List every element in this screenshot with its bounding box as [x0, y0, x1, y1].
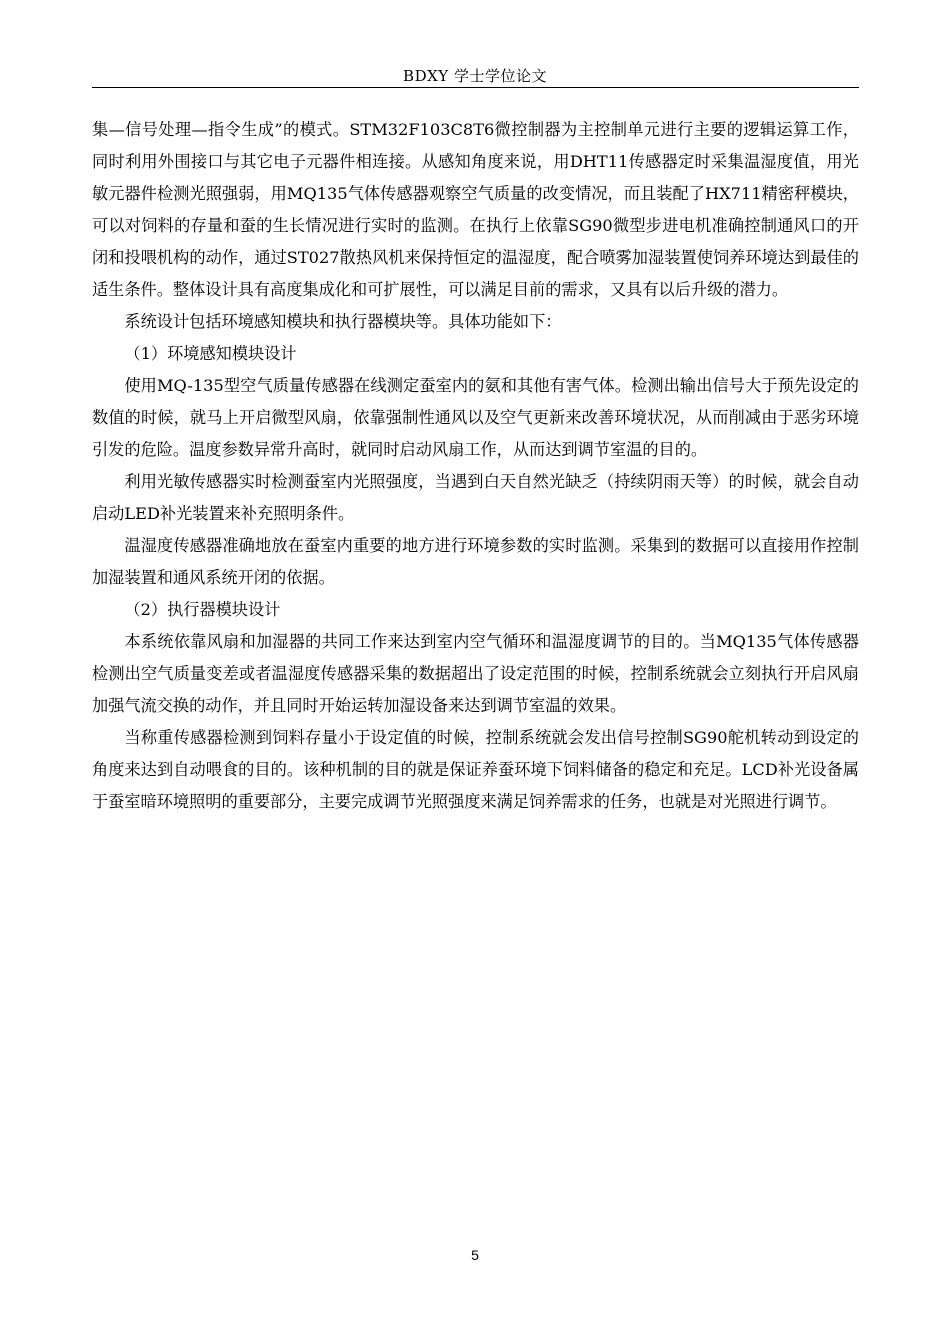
paragraph-continued: 集—信号处理—指令生成”的模式。STM32F103C8T6微控制器为主控制单元进行主要的逻辑运算工作，同时利用外围接口与其它电子元器件相连接。从感知角度来说，用DHT11传感器定时采集温湿度值，用光敏元器件检测光照强弱，用MQ135气体传感器观察空气质量的改变情况，而且装配了HX711精密秤模块，可以对饲料的存量和蚕的生长情况进行实时的监测。在执行上依靠SG90微型步进电机准确控制通风口的开闭和投喂机构的动作，通过ST027散热风机来保持恒定的温湿度，配合喷雾加湿装置使饲养环境达到最佳的适生条件。整体设计具有高度集成化和可扩展性，可以满足目前的需求，又具有以后升级的潜力。 [92, 120, 859, 299]
paragraph-temp-humidity: 温湿度传感器准确地放在蚕室内重要的地方进行环境参数的实时监测。采集到的数据可以直接用作控制加湿装置和通风系统开闭的依据。 [92, 536, 859, 587]
header-rule [92, 87, 859, 88]
paragraph-intro: 系统设计包括环境感知模块和执行器模块等。具体功能如下： [124, 312, 562, 331]
section-heading-sensing: （1）环境感知模块设计 [124, 344, 297, 363]
paragraph-air-quality: 使用MQ-135型空气质量传感器在线测定蚕室内的氨和其他有害气体。检测出输出信号大于预先设定的数值的时候，就马上开启微型风扇，依靠强制性通风以及空气更新来改善环境状况，从而削减由于恶劣环境引发的危险。温度参数异常升高时，就同时启动风扇工作，从而达到调节室温的目的。 [92, 376, 859, 459]
paragraph-feeding: 当称重传感器检测到饲料存量小于设定值的时候，控制系统就会发出信号控制SG90舵机转动到设定的角度来达到自动喂食的目的。该种机制的目的就是保证养蚕环境下饲料储备的稳定和充足。LCD补光设备属于蚕室暗环境照明的重要部分，主要完成调节光照强度来满足饲养需求的任务，也就是对光照进行调节。 [92, 728, 859, 811]
paragraph-light: 利用光敏传感器实时检测蚕室内光照强度，当遇到白天自然光缺乏（持续阴雨天等）的时候，就会自动启动LED补光装置来补充照明条件。 [92, 472, 859, 523]
running-header: BDXY 学士学位论文 [403, 67, 547, 85]
section-heading-actuator: （2）执行器模块设计 [124, 600, 281, 619]
paragraph-fan-humidifier: 本系统依靠风扇和加湿器的共同工作来达到室内空气循环和温湿度调节的目的。当MQ135气体传感器检测出空气质量变差或者温湿度传感器采集的数据超出了设定范围的时候，控制系统就会立刻执行开启风扇加强气流交换的动作，并且同时开始运转加湿设备来达到调节室温的效果。 [92, 632, 859, 715]
body-text [92, 114, 859, 818]
page-number: 5 [471, 1247, 479, 1263]
